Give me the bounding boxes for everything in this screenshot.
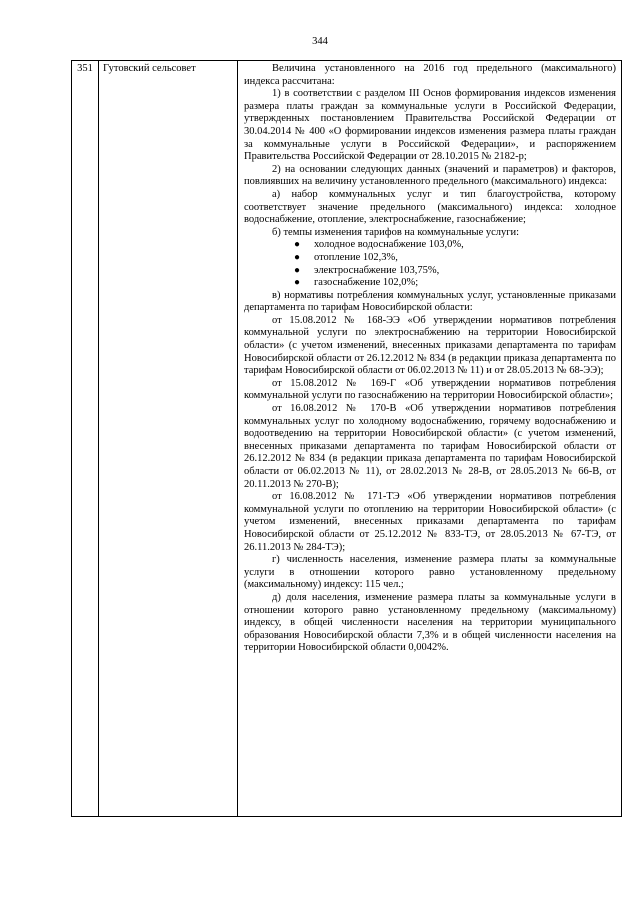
paragraph-d: д) доля населения, изменение размера платы за коммунальные услуги в отношении которого равно установленному предельному (максимальному) индексу, в общей численности населения на территории муниципального образования Новосибирской области 7,3% и в общей численности населения на территории Новосибирской области 0,0042%. <box>244 591 616 654</box>
document-table <box>71 60 622 817</box>
intro-paragraph: Величина установленного на 2016 год предельного (максимального) индекса рассчитана: <box>244 63 616 87</box>
paragraph-v-4: от 16.08.2012 № 171-ТЭ «Об утверждении нормативов потребления коммунальной услуги по отоплению на территории Новосибирской области» (с учетом изменений, внесенных приказами департамента по тарифам Новосибирской области от 25.12.2012 № 833-ТЭ, от 28.05.2013 № 67-ТЭ, от 26.11.2013 № 284-ТЭ); <box>244 491 616 553</box>
paragraph-v-1: от 15.08.2012 № 168-ЭЭ «Об утверждении нормативов потребления коммунальной услуги по электроснабжению на территории Новосибирской области» (с учетом изменений, внесенных приказами департамента по тарифам Новосибирской области от 26.12.2012 № 834 (в редакции приказа департамента по тарифам Новосибирской области от 06.02.2013 № 11) и от 28.05.2013 № 68-ЭЭ); <box>244 314 616 377</box>
paragraph-1: 1) в соответствии с разделом III Основ формирования индексов изменения размера платы граждан за коммунальные услуги в Российской Федерации, утвержденных постановлением Правительства Российской Федерации от 30.04.2014 № 400 «О формировании индексов изменения размера платы граждан за коммунальные услуги в Российской Федерации», и распоряжением Правительства Российской Федерации от 28.10.2015 № 2182-р; <box>244 88 616 163</box>
paragraph-v-3: от 16.08.2012 № 170-В «Об утверждении нормативов потребления коммунальных услуг по холодному водоснабжению, горячему водоснабжению и водоотведению на территории Новосибирской области» (с учетом изменений, внесенных приказами департамента по тарифам Новосибирской области от 26.12.2012 № 834 (в редакции приказа департамента по тарифам Новосибирской области от 06.02.2013 № 11), от 28.02.2013 № 28-В, от 28.05.2013 № 66-В, от 20.11.2013 № 270-В); <box>244 403 616 490</box>
page-number: 344 <box>312 36 328 47</box>
municipality-name-cell: Гутовский сельсовет <box>99 61 238 817</box>
paragraph-v: в) нормативы потребления коммунальных услуг, установленные приказами департамента по тарифам Новосибирской области: <box>244 289 616 314</box>
bullet-icon: ● <box>294 277 301 289</box>
paragraph-a: а) набор коммунальных услуг и тип благоустройства, которому соответствует значение предельного (максимального) индекса: холодное водоснабжение, отопление, электроснабжение, газоснабжение; <box>244 188 616 226</box>
list-item <box>244 239 616 252</box>
bullet-icon: ● <box>294 251 301 263</box>
bullet-icon: ● <box>294 264 301 276</box>
paragraph-v-2: от 15.08.2012 № 169-Г «Об утверждении нормативов потребления коммунальной услуги по газоснабжению на территории Новосибирской области»; <box>244 377 616 402</box>
table-row <box>72 61 622 817</box>
row-number-cell: 351 <box>72 61 99 817</box>
paragraph-2: 2) на основании следующих данных (значений и параметров) и факторов, повлиявших на величину установленного предельного (максимального) индекса: <box>244 163 616 188</box>
bullet-icon: ● <box>294 239 301 251</box>
description-cell <box>238 61 622 817</box>
tariff-text: газоснабжение 102,0%; <box>314 277 419 289</box>
tariff-text: отопление 102,3%, <box>314 251 398 263</box>
list-item <box>244 252 616 265</box>
paragraph-b: б) темпы изменения тарифов на коммунальные услуги: <box>272 226 520 238</box>
tariff-text: электроснабжение 103,75%, <box>314 264 440 276</box>
list-item <box>244 265 616 278</box>
tariff-text: холодное водоснабжение 103,0%, <box>314 239 464 251</box>
paragraph-g: г) численность населения, изменение размера платы за коммунальные услуги в отношении которого равно установленному предельному (максимальному) индексу: 115 чел.; <box>244 554 616 591</box>
list-item <box>244 277 616 290</box>
tariff-list <box>244 239 616 289</box>
